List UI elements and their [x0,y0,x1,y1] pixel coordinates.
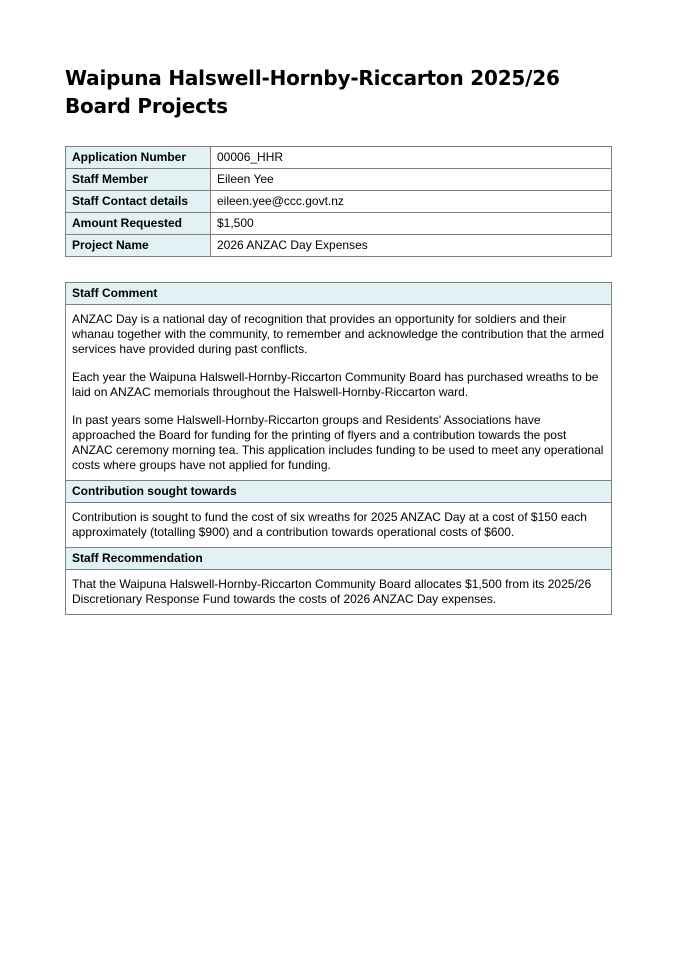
staff-member-value: Eileen Yee [211,169,612,191]
application-details-table [65,146,612,257]
amount-requested-label: Amount Requested [66,213,211,235]
application-number-value: 00006_HHR [211,147,612,169]
table-row [66,548,612,570]
staff-comment-paragraph: Each year the Waipuna Halswell-Hornby-Riccarton Community Board has purchased wreaths to be laid on ANZAC memorials throughout the Halswell-Hornby-Riccarton ward. [72,370,599,399]
staff-comment-paragraph: In past years some Halswell-Hornby-Riccarton groups and Residents' Associations have approached the Board for funding for the printing of flyers and a contribution towards the post ANZAC ceremony morning tea. This application includes funding to be used to meet any operational costs where groups have not applied for funding. [72,413,604,472]
contribution-heading: Contribution sought towards [66,481,612,503]
contribution-text: Contribution is sought to fund the cost of six wreaths for 2025 ANZAC Day at a cost of $150 each approximately (totalling $900) and a contribution towards operational costs of $600. [66,503,612,548]
table-row [66,169,612,191]
table-row [66,570,612,615]
table-row [66,213,612,235]
page-title: Waipuna Halswell-Hornby-Riccarton 2025/26 Board Projects [65,66,560,118]
staff-comment-table [65,282,612,615]
staff-comment-paragraph: ANZAC Day is a national day of recognition that provides an opportunity for soldiers and their whanau together with the community, to remember and acknowledge the contribution that the armed services have provided during past conflicts. [72,312,605,356]
staff-contact-value: eileen.yee@ccc.govt.nz [211,191,612,213]
staff-member-label: Staff Member [66,169,211,191]
project-name-value: 2026 ANZAC Day Expenses [211,235,612,257]
table-row [66,235,612,257]
table-row [66,503,612,548]
amount-requested-value: $1,500 [211,213,612,235]
project-name-label: Project Name [66,235,211,257]
table-row [66,481,612,503]
recommendation-text: That the Waipuna Halswell-Hornby-Riccarton Community Board allocates $1,500 from its 2025/26 Discretionary Response Fund towards the costs of 2026 ANZAC Day expenses. [66,570,612,615]
table-row [66,283,612,305]
table-row [66,305,612,481]
staff-comment-heading: Staff Comment [66,283,612,305]
table-row [66,191,612,213]
application-number-label: Application Number [66,147,211,169]
staff-contact-label: Staff Contact details [66,191,211,213]
staff-comment-body [66,305,612,481]
table-row [66,147,612,169]
recommendation-heading: Staff Recommendation [66,548,612,570]
